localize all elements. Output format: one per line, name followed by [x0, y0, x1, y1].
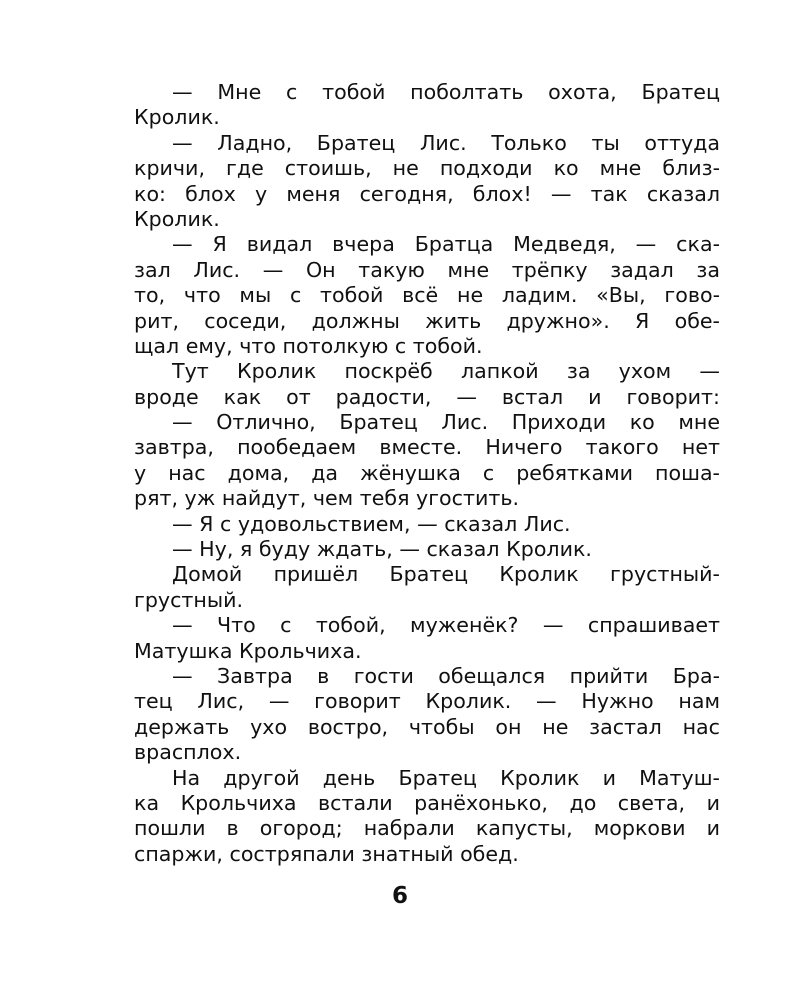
text-line: — Отлично, Братец Лис. Приходи ко мне	[172, 410, 720, 435]
text-line: пошли в огород; набрали капусты, моркови и	[134, 816, 720, 841]
text-line: тец Лис, — говорит Кролик. — Нужно нам	[134, 689, 720, 714]
text-line: спаржи, состряпали знатный обед.	[134, 841, 519, 866]
text-line: рят, уж найдут, чем тебя угостить.	[134, 486, 520, 511]
text-line: кричи, где стоишь, не подходи ко мне близ-	[134, 156, 720, 181]
text-line: держать ухо востро, чтобы он не застал нас	[134, 714, 720, 739]
text-line: — Завтра в гости обещался прийти Бра-	[172, 663, 720, 688]
text-line: рит, соседи, должны жить дружно». Я обе-	[134, 308, 720, 333]
text-line: врасплох.	[134, 740, 242, 765]
text-line: зал Лис. — Он такую мне трёпку задал за	[134, 257, 720, 282]
text-line: грустный.	[134, 587, 244, 612]
text-line: у нас дома, да жёнушка с ребятками поша-	[134, 460, 720, 485]
text-line: Тут Кролик поскрёб лапкой за ухом —	[172, 359, 720, 384]
text-line: то, что мы с тобой всё не ладим. «Вы, гово-	[134, 283, 720, 308]
text-line: Матушка Крольчиха.	[134, 638, 362, 663]
text-line: ка Крольчиха встали ранёхонько, до света, и	[134, 790, 720, 815]
body-text	[134, 80, 720, 867]
text-line: завтра, пообедаем вместе. Ничего такого нет	[134, 435, 720, 460]
page-number: 6	[391, 883, 408, 909]
text-line: — Мне с тобой поболтать охота, Братец	[172, 80, 720, 104]
text-line: На другой день Братец Кролик и Матуш-	[172, 765, 720, 790]
text-line: Кролик.	[134, 105, 220, 130]
text-line: Кролик.	[134, 206, 220, 231]
text-line: — Что с тобой, муженёк? — спрашивает	[172, 613, 720, 638]
text-line: ко: блох у меня сегодня, блох! — так сказал	[134, 181, 720, 206]
text-line: вроде как от радости, — встал и говорит:	[134, 384, 720, 409]
text-line: — Я видал вчера Братца Медведя, — ска-	[172, 232, 720, 257]
text-line: — Я с удовольствием, — сказал Лис.	[172, 511, 571, 536]
text-line: — Ладно, Братец Лис. Только ты оттуда	[172, 130, 720, 155]
text-line: щал ему, что потолкую с тобой.	[134, 333, 483, 358]
text-line: Домой пришёл Братец Кролик грустный-	[172, 562, 720, 587]
text-line: — Ну, я буду ждать, — сказал Кролик.	[172, 537, 592, 562]
